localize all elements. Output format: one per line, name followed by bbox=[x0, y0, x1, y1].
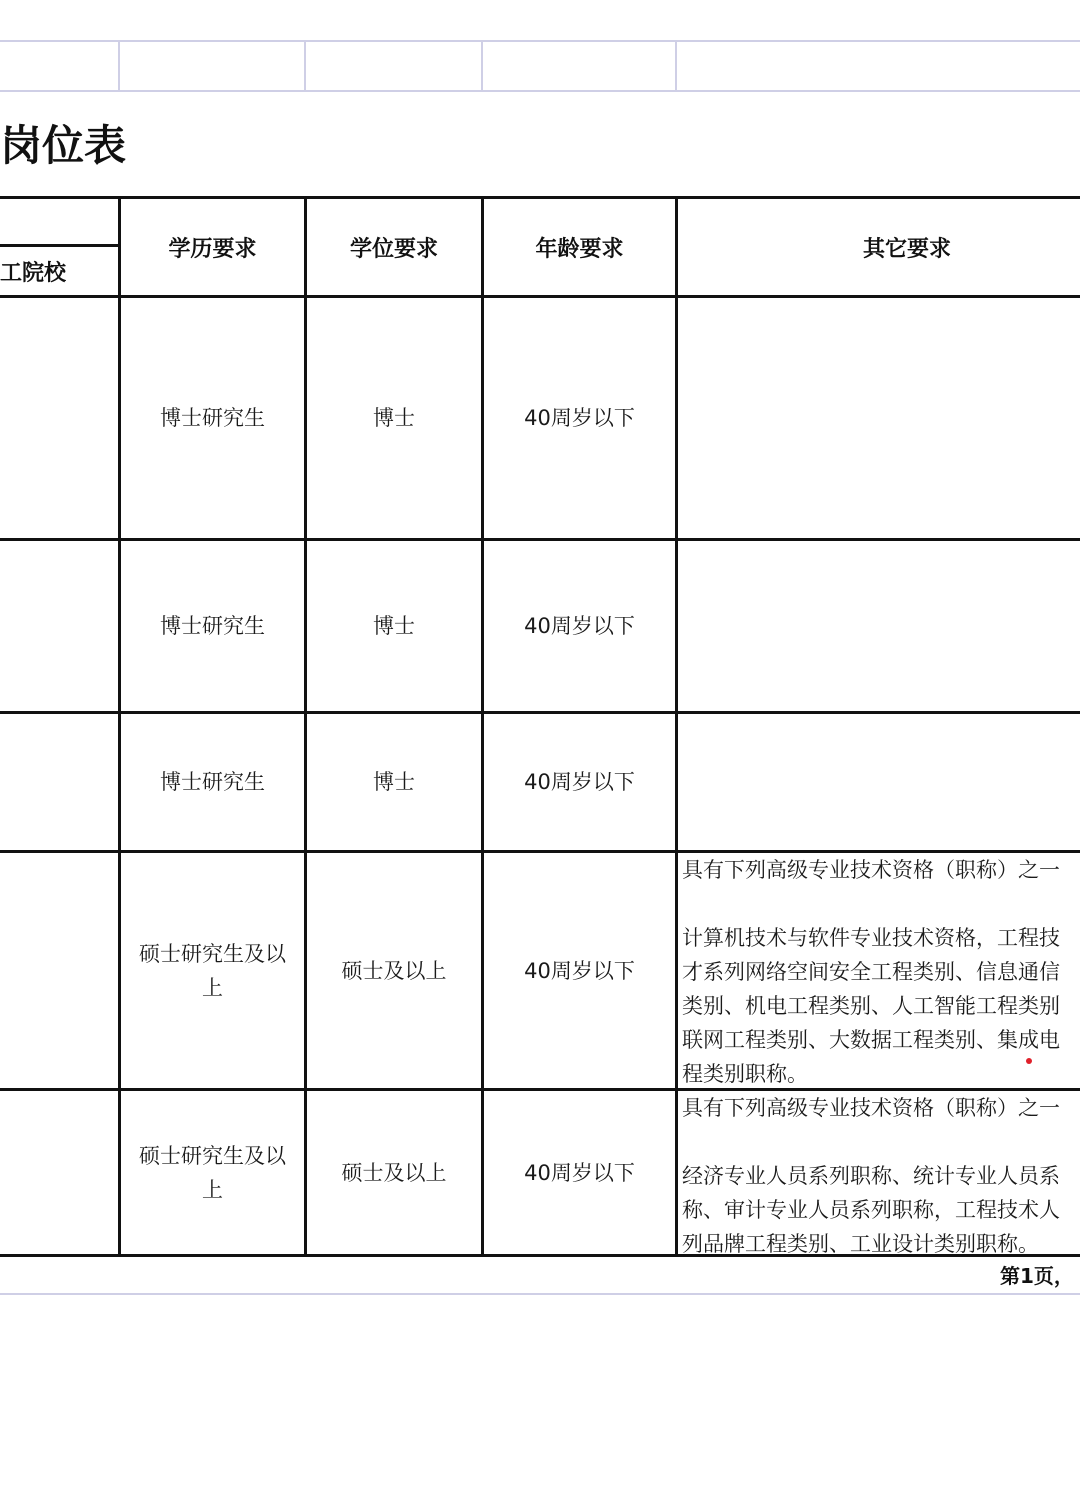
table-border bbox=[0, 1254, 1080, 1257]
other-text-line bbox=[682, 1125, 1080, 1159]
cell-age: 40周岁以下 bbox=[524, 614, 635, 638]
other-text-line: 具有下列高级专业技术资格（职称）之一 bbox=[682, 858, 1060, 882]
other-text-line: 联网工程类别、大数据工程类别、集成电 bbox=[682, 1028, 1060, 1052]
other-text-line: 具有下列高级专业技术资格（职称）之一 bbox=[682, 1096, 1060, 1120]
grid-line bbox=[304, 40, 306, 92]
cell-education: 博士研究生 bbox=[160, 614, 265, 638]
cell-education: 博士研究生 bbox=[160, 406, 265, 430]
other-text-line: 计算机技术与软件专业技术资格，工程技 bbox=[682, 926, 1060, 950]
grid-line bbox=[0, 40, 1080, 42]
grid-line bbox=[118, 40, 120, 92]
cell-education-line: 硕士研究生及以 bbox=[139, 941, 286, 966]
grid-line bbox=[0, 90, 1080, 92]
cell-other bbox=[682, 853, 1080, 1088]
cell-degree: 博士 bbox=[373, 614, 415, 638]
page-title: 岗位表 bbox=[0, 121, 127, 170]
other-text-line: 称、审计专业人员系列职称，工程技术人 bbox=[682, 1198, 1060, 1222]
cell-education bbox=[121, 853, 304, 1088]
header-degree: 学位要求 bbox=[349, 236, 438, 262]
cell-degree: 硕士及以上 bbox=[341, 958, 447, 983]
header-age: 年龄要求 bbox=[535, 236, 624, 262]
other-text-line: 程类别职称。 bbox=[682, 1062, 808, 1086]
cell-age: 40周岁以下 bbox=[524, 770, 635, 794]
cell-degree: 博士 bbox=[373, 406, 415, 430]
red-dot-marker bbox=[1026, 1058, 1032, 1064]
cell-education: 博士研究生 bbox=[160, 770, 265, 794]
grid-line bbox=[481, 40, 483, 92]
table-border bbox=[675, 196, 678, 1257]
cell-degree: 博士 bbox=[373, 770, 415, 794]
grid-line bbox=[675, 40, 677, 92]
cell-other bbox=[682, 1091, 1080, 1254]
other-text-line: 列品牌工程类别、工业设计类别职称。 bbox=[682, 1232, 1039, 1254]
page-number: 第1页， bbox=[1000, 1264, 1074, 1288]
other-text-line: 才系列网络空间安全工程类别、信息通信 bbox=[682, 960, 1060, 984]
header-education: 学历要求 bbox=[168, 236, 257, 262]
cell-education bbox=[121, 1091, 304, 1254]
header-other: 其它要求 bbox=[862, 236, 951, 262]
grid-line bbox=[0, 1293, 1080, 1295]
cell-education-line: 上 bbox=[202, 975, 223, 1000]
cell-degree: 硕士及以上 bbox=[341, 1160, 447, 1185]
other-text-line: 类别、机电工程类别、人工智能工程类别 bbox=[682, 994, 1060, 1018]
cell-age: 40周岁以下 bbox=[524, 1160, 635, 1185]
cell-education-line: 上 bbox=[202, 1177, 223, 1202]
other-text-line bbox=[682, 887, 1080, 921]
header-school: 工院校 bbox=[0, 260, 67, 286]
cell-education-line: 硕士研究生及以 bbox=[139, 1143, 286, 1168]
other-text-line: 经济专业人员系列职称、统计专业人员系 bbox=[682, 1164, 1060, 1188]
cell-age: 40周岁以下 bbox=[524, 958, 635, 983]
cell-age: 40周岁以下 bbox=[524, 406, 635, 430]
